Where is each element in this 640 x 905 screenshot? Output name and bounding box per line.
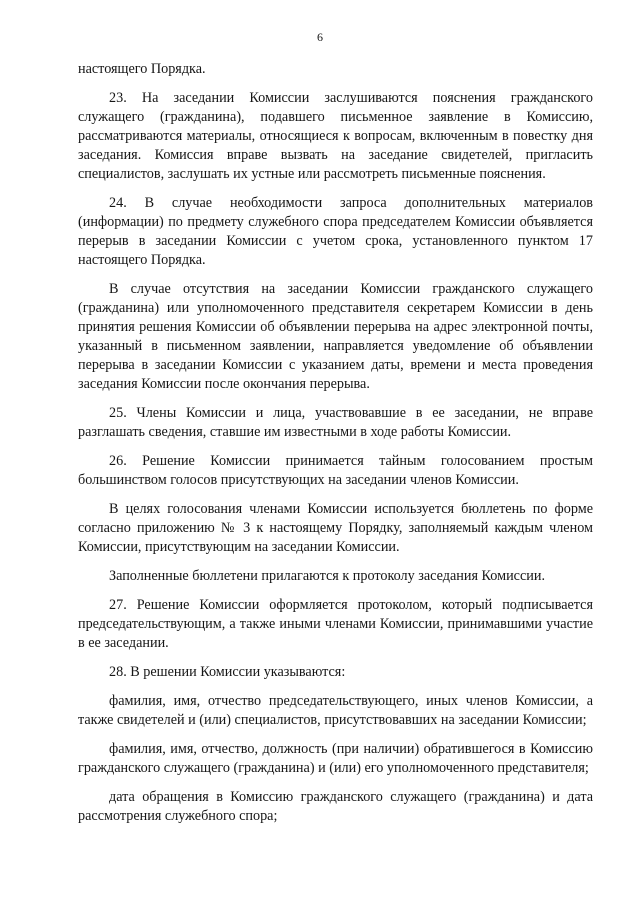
paragraph-28-item-dates: дата обращения в Комиссию гражданского служащего (гражданина) и дата рассмотрения служебного спора;	[78, 789, 593, 824]
paragraph-27: 27. Решение Комиссии оформляется протоколом, который подписывается председательствующим, а также иными членами Комиссии, принимавшими участие в ее заседании.	[78, 597, 593, 651]
paragraph-26: 26. Решение Комиссии принимается тайным голосованием простым большинством голосов присутствующих на заседании членов Комиссии.	[78, 453, 593, 488]
paragraph-28-item-applicant: фамилия, имя, отчество, должность (при наличии) обратившегося в Комиссию гражданского служащего (гражданина) и (или) его уполномоченного представителя;	[78, 741, 593, 776]
paragraph-continuation: настоящего Порядка.	[78, 61, 206, 77]
paragraph-28-item-members: фамилия, имя, отчество председательствующего, иных членов Комиссии, а также свидетелей и (или) специалистов, присутствовавших на заседании Комиссии;	[78, 693, 593, 728]
page-number: 6	[317, 30, 323, 44]
paragraph-25: 25. Члены Комиссии и лица, участвовавшие в ее заседании, не вправе разглашать сведения, ставшие им известными в ходе работы Комиссии.	[78, 405, 593, 440]
paragraph-26-ballots-attached: Заполненные бюллетени прилагаются к протоколу заседания Комиссии.	[109, 568, 545, 584]
paragraph-24-absence: В случае отсутствия на заседании Комиссии гражданского служащего (гражданина) или уполномоченного представителя секретарем Комиссии в день принятия решения Комиссии об объявлении перерыва на адрес электронной почты, указанный в письменном заявлении, направляется уведомление об объявлении перерыва в заседании Комиссии с указанием даты, времени и места проведения заседания Комиссии после окончания перерыва.	[78, 281, 593, 392]
paragraph-24: 24. В случае необходимости запроса дополнительных материалов (информации) по предмету служебного спора председателем Комиссии объявляется перерыв в заседании Комиссии с учетом срока, установленного пунктом 17 настоящего Порядка.	[78, 195, 593, 268]
paragraph-26-ballot: В целях голосования членами Комиссии используется бюллетень по форме согласно приложению № 3 к настоящему Порядку, заполняемый каждым членом Комиссии, присутствующим на заседании Комиссии.	[78, 501, 593, 555]
paragraph-23: 23. На заседании Комиссии заслушиваются пояснения гражданского служащего (гражданина), подавшего письменное заявление в Комиссию, рассматриваются материалы, относящиеся к вопросам, включенным в повестку дня заседания. Комиссия вправе вызвать на заседание свидетелей, пригласить специалистов, заслушать их устные или рассмотреть письменные пояснения.	[78, 90, 593, 182]
document-body	[78, 60, 593, 836]
paragraph-28: 28. В решении Комиссии указываются:	[109, 664, 346, 680]
